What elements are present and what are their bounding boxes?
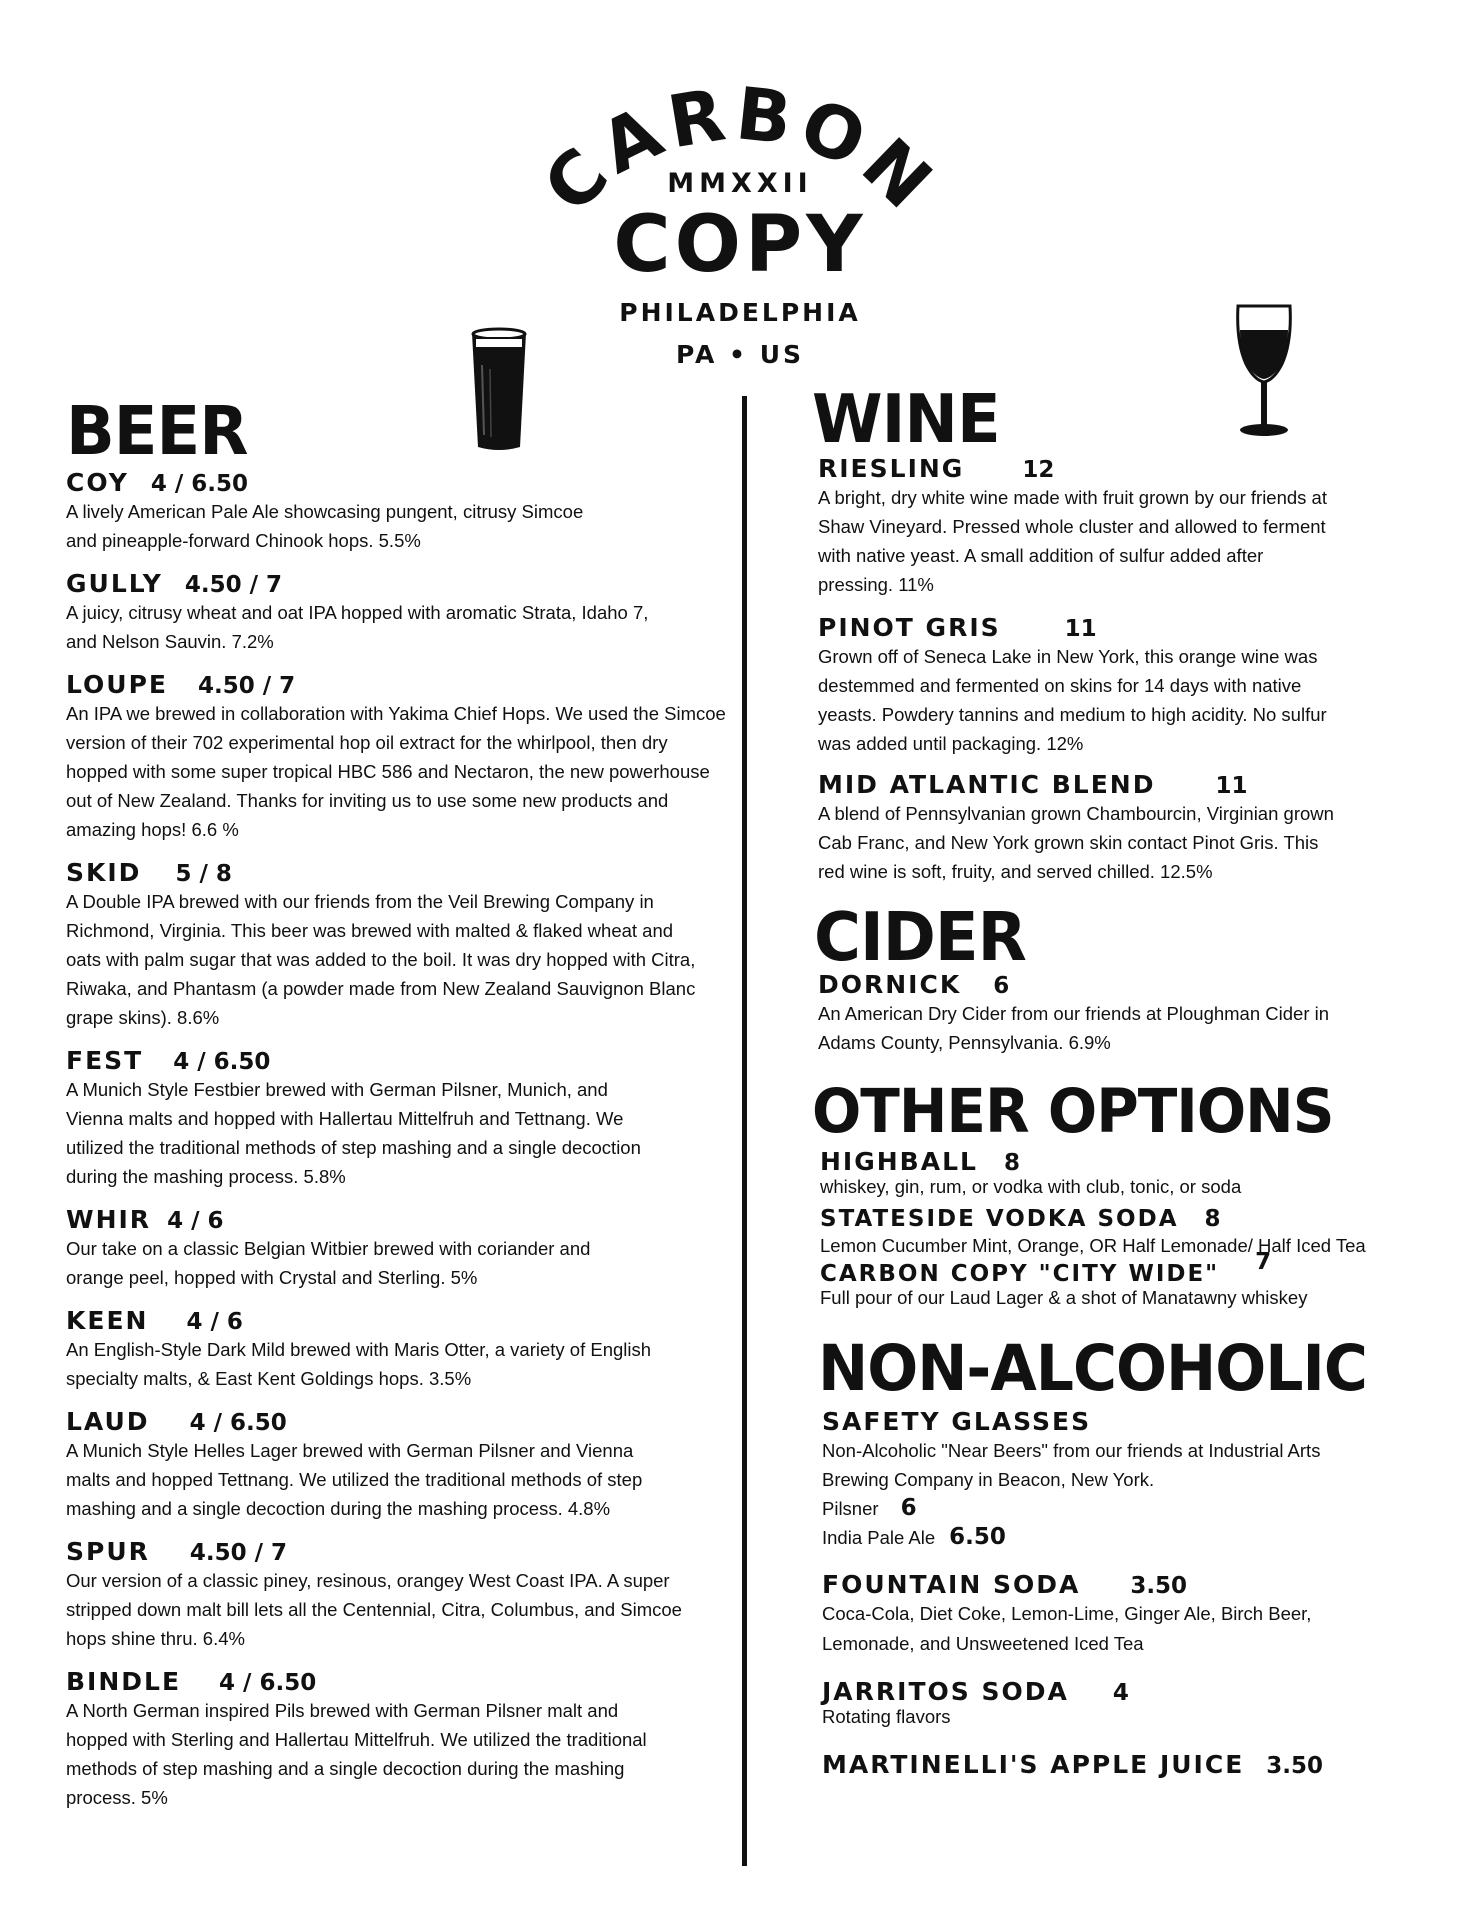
right-column bbox=[812, 381, 1412, 1779]
item-name: SPUR bbox=[66, 1537, 150, 1566]
nonalc-item-martinellis-apple-juice bbox=[822, 1750, 1412, 1779]
safety-glasses-ipa bbox=[822, 1523, 1412, 1552]
item-price: 3.50 bbox=[1130, 1573, 1188, 1599]
item-description: An American Dry Cider from our friends at Ploughman Cider in Adams County, Pennsylvania. 6.9% bbox=[818, 1003, 1330, 1053]
item-name: JARRITOS SODA bbox=[822, 1677, 1069, 1706]
item-description: Grown off of Seneca Lake in New York, this orange wine was destemmed and fermented on skins for 14 days with native yeasts. Powdery tannins and medium to high acidity. No sulfur was added until packaging. 12% bbox=[818, 646, 1327, 754]
cider-item-dornick bbox=[818, 970, 1412, 1057]
item-price: 4 / 6 bbox=[167, 1208, 224, 1234]
beer-item-gully bbox=[66, 569, 726, 656]
item-description: Non-Alcoholic "Near Beers" from our friends at Industrial Arts Brewing Company in Beacon, New York. bbox=[822, 1440, 1321, 1490]
item-name: HIGHBALL bbox=[820, 1147, 978, 1176]
beer-section bbox=[66, 393, 726, 1812]
wine-item-riesling bbox=[818, 454, 1412, 599]
item-name: SKID bbox=[66, 858, 142, 887]
item-name: DORNICK bbox=[818, 970, 962, 999]
item-price: 4 / 6.50 bbox=[189, 1410, 287, 1436]
pilsner-label: Pilsner bbox=[822, 1498, 879, 1519]
item-description: Our version of a classic piney, resinous, orangey West Coast IPA. A super stripped down malt bill lets all the Centennial, Citra, Columbus, and Simcoe hops shine thru. 6.4% bbox=[66, 1570, 682, 1649]
wine-title: WINE bbox=[812, 381, 1000, 459]
item-description: Lemon Cucumber Mint, Orange, OR Half Lemonade/ Half Iced Tea bbox=[820, 1235, 1366, 1256]
item-name: BINDLE bbox=[66, 1667, 182, 1696]
item-price: 4.50 / 7 bbox=[198, 673, 296, 699]
wine-item-mid-atlantic-blend bbox=[818, 770, 1412, 886]
item-description: whiskey, gin, rum, or vodka with club, tonic, or soda bbox=[820, 1176, 1242, 1197]
item-description: A Double IPA brewed with our friends from the Veil Brewing Company in Richmond, Virginia. This beer was brewed with malted & flaked wheat and oats with palm sugar that was added to the boil. It was dry hopped with Citra, Riwaka, and Phantasm (a powder made from New Zealand Sauvignon Blanc grape skins). 8.6% bbox=[66, 891, 696, 1028]
beer-item-bindle bbox=[66, 1667, 726, 1812]
logo-city: PHILADELPHIA bbox=[619, 298, 861, 327]
item-name: FEST bbox=[66, 1046, 144, 1075]
other-options-title: OTHER OPTIONS bbox=[812, 1075, 1334, 1147]
item-description: Full pour of our Laud Lager & a shot of Manatawny whiskey bbox=[820, 1287, 1308, 1308]
item-price: 3.50 bbox=[1266, 1753, 1324, 1779]
beer-item-spur bbox=[66, 1537, 726, 1653]
beer-item-whir bbox=[66, 1205, 726, 1292]
other-item-carbon-copy-city-wide bbox=[820, 1249, 1412, 1309]
pilsner-price: 6 bbox=[900, 1495, 917, 1521]
beer-item-skid bbox=[66, 858, 726, 1032]
item-price: 5 / 8 bbox=[175, 861, 232, 887]
item-price: 11 bbox=[1064, 616, 1097, 642]
item-name: COY bbox=[66, 468, 129, 497]
logo-state: PA • US bbox=[675, 340, 805, 369]
logo bbox=[520, 80, 960, 380]
item-description: Our take on a classic Belgian Witbier brewed with coriander and orange peel, hopped with Crystal and Sterling. 5% bbox=[66, 1238, 591, 1288]
logo-copy: COPY bbox=[613, 200, 867, 290]
item-price: 4 / 6.50 bbox=[219, 1670, 317, 1696]
item-price: 12 bbox=[1022, 457, 1055, 483]
nonalc-item-jarritos-soda bbox=[822, 1677, 1412, 1728]
item-description: Coca-Cola, Diet Coke, Lemon-Lime, Ginger Ale, Birch Beer, Lemonade, and Unsweetened Iced Tea bbox=[822, 1603, 1312, 1654]
item-description: A Munich Style Festbier brewed with German Pilsner, Munich, and Vienna malts and hopped with Hallertau Mittelfruh and Tettnang. We utilized the traditional methods of step mashing and a single decoction during the mashing process. 5.8% bbox=[66, 1079, 641, 1187]
logo-arc-text: CARBON bbox=[527, 80, 953, 229]
item-description: Rotating flavors bbox=[822, 1706, 951, 1727]
item-price: 4.50 / 7 bbox=[184, 572, 283, 598]
item-name: GULLY bbox=[66, 569, 163, 598]
item-price: 8 bbox=[1003, 1150, 1020, 1176]
beer-item-laud bbox=[66, 1407, 726, 1523]
beer-title: BEER bbox=[66, 393, 248, 471]
item-description: An English-Style Dark Mild brewed with Maris Otter, a variety of English specialty malts, & East Kent Goldings hops. 3.5% bbox=[66, 1339, 652, 1389]
item-name: PINOT GRIS bbox=[818, 613, 1001, 642]
item-price: 7 bbox=[1255, 1249, 1272, 1275]
item-price: 8 bbox=[1204, 1206, 1221, 1232]
item-description: A juicy, citrusy wheat and oat IPA hopped with aromatic Strata, Idaho 7, and Nelson Sauvin. 7.2% bbox=[66, 602, 649, 652]
item-price: 11 bbox=[1215, 773, 1248, 799]
non-alcoholic-title: NON-ALCOHOLIC bbox=[818, 1332, 1367, 1406]
item-description: A blend of Pennsylvanian grown Chambourcin, Virginian grown Cab Franc, and New York grown skin contact Pinot Gris. This red wine is soft, fruity, and served chilled. 12.5% bbox=[818, 803, 1334, 882]
safety-glasses-pilsner bbox=[822, 1494, 1412, 1523]
item-price: 4 / 6.50 bbox=[173, 1049, 271, 1075]
other-options-section bbox=[812, 1075, 1412, 1309]
item-name: STATESIDE VODKA SODA bbox=[820, 1206, 1179, 1232]
item-name: CARBON COPY "CITY WIDE" bbox=[820, 1261, 1220, 1287]
item-name: FOUNTAIN SODA bbox=[822, 1570, 1081, 1599]
item-name: MID ATLANTIC BLEND bbox=[818, 770, 1156, 799]
non-alcoholic-section bbox=[812, 1332, 1412, 1779]
item-description: A bright, dry white wine made with fruit grown by our friends at Shaw Vineyard. Pressed whole cluster and allowed to ferment with native yeast. A small addition of sulfur added after pressing. 11% bbox=[818, 487, 1327, 595]
cider-section bbox=[812, 899, 1412, 1057]
other-item-highball bbox=[820, 1147, 1412, 1198]
item-name: LOUPE bbox=[66, 670, 168, 699]
item-price: 4.50 / 7 bbox=[189, 1540, 288, 1566]
column-divider bbox=[742, 396, 747, 1866]
item-name: LAUD bbox=[66, 1407, 150, 1436]
item-name: KEEN bbox=[66, 1306, 149, 1335]
beer-item-loupe bbox=[66, 670, 726, 844]
item-description: An IPA we brewed in collaboration with Yakima Chief Hops. We used the Simcoe version of their 702 experimental hop oil extract for the whirlpool, then dry hopped with some super tropical HBC 586 and Nectaron, the new powerhouse out of New Zealand. Thanks for inviting us to use some new products and amazing hops! 6.6 % bbox=[66, 703, 726, 840]
item-description: A North German inspired Pils brewed with German Pilsner malt and hopped with Sterling and Hallertau Mittelfruh. We utilized the traditional methods of step mashing and a single decoction during the mashing process. 5% bbox=[66, 1700, 647, 1808]
item-description: A Munich Style Helles Lager brewed with German Pilsner and Vienna malts and hopped Tettnang. We utilized the traditional methods of step mashing and a single decoction during the mashing process. 4.8% bbox=[66, 1440, 643, 1519]
wine-section bbox=[812, 381, 1412, 886]
item-price: 4 bbox=[1112, 1680, 1129, 1706]
item-name: WHIR bbox=[66, 1205, 152, 1234]
item-name: RIESLING bbox=[818, 454, 965, 483]
beer-item-fest bbox=[66, 1046, 726, 1191]
item-price: 4 / 6.50 bbox=[150, 471, 248, 497]
item-name: MARTINELLI'S APPLE JUICE bbox=[822, 1750, 1245, 1779]
wine-item-pinot-gris bbox=[818, 613, 1412, 758]
other-item-stateside-vodka-soda bbox=[820, 1206, 1412, 1259]
item-price: 6 bbox=[993, 973, 1010, 999]
logo-year: MMXXII bbox=[667, 168, 813, 199]
ipa-price: 6.50 bbox=[949, 1524, 1006, 1550]
item-name: SAFETY GLASSES bbox=[822, 1407, 1092, 1436]
ipa-label: India Pale Ale bbox=[822, 1527, 936, 1548]
item-description: A lively American Pale Ale showcasing pungent, citrusy Simcoe and pineapple-forward Chinook hops. 5.5% bbox=[66, 501, 584, 551]
item-price: 4 / 6 bbox=[186, 1309, 243, 1335]
beer-item-keen bbox=[66, 1306, 726, 1393]
beer-item-coy bbox=[66, 468, 726, 555]
nonalc-item-safety-glasses bbox=[822, 1407, 1412, 1552]
cider-title: CIDER bbox=[814, 899, 1026, 977]
nonalc-item-fountain-soda bbox=[822, 1570, 1412, 1659]
